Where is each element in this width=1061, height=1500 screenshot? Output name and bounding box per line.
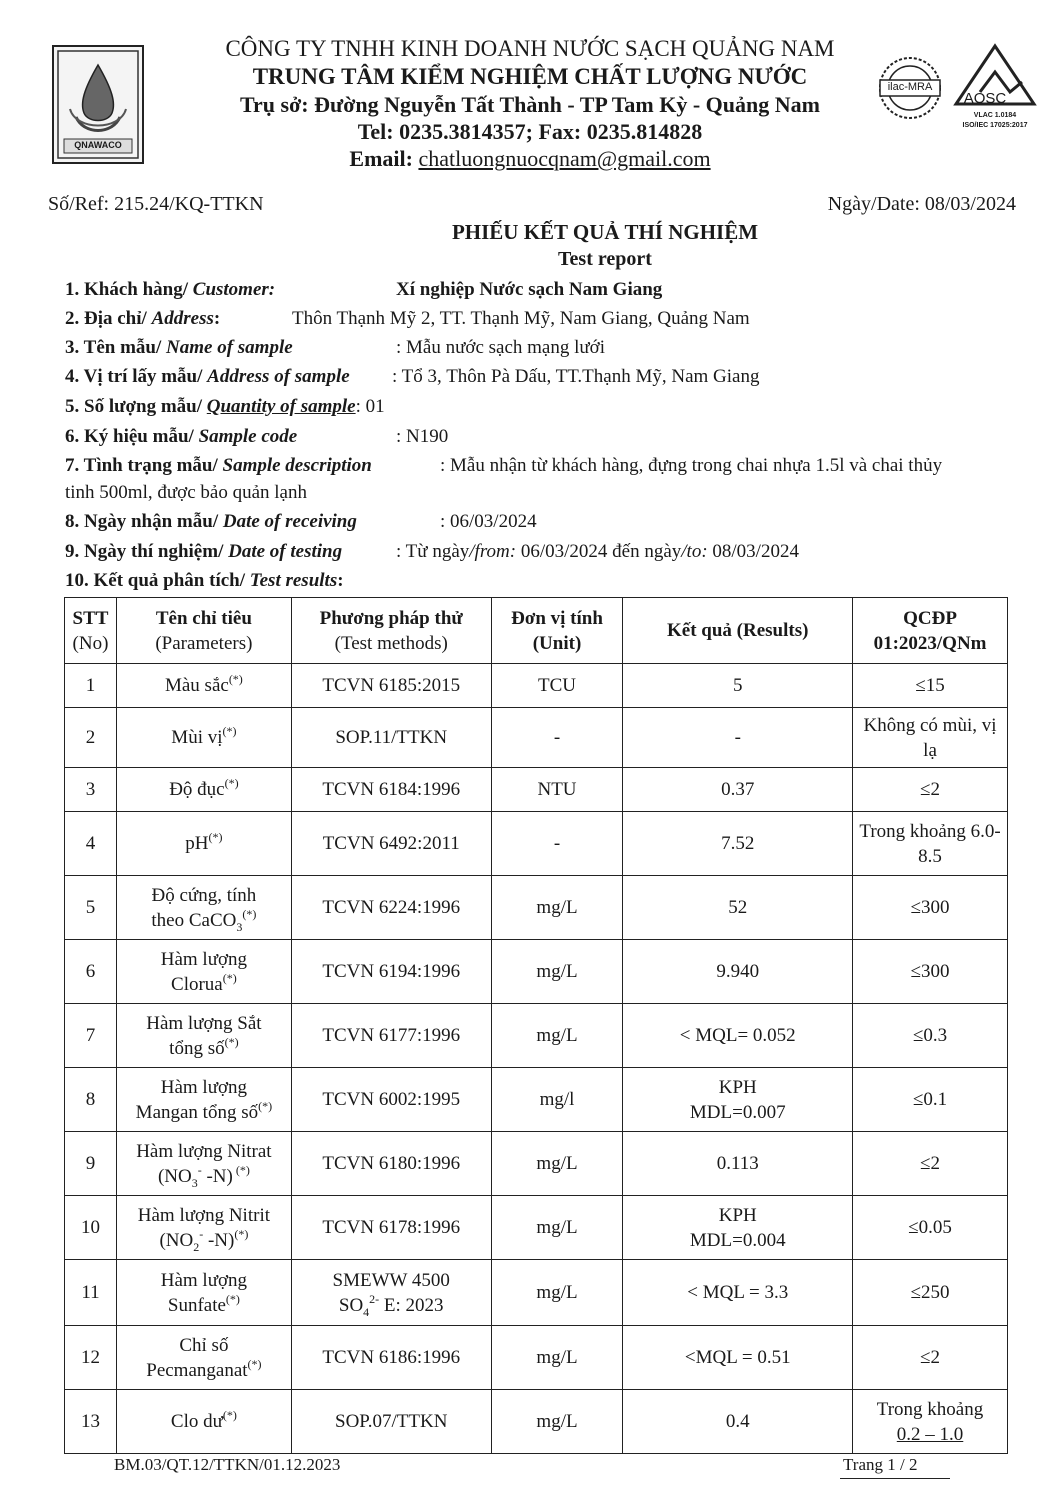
sample-name-value: : Mẫu nước sạch mạng lưới [396, 337, 606, 358]
col-header-method: Phương pháp thử (Test methods) [291, 598, 491, 664]
col-header-standard: QCĐP 01:2023/QNm [853, 598, 1008, 664]
form-code: BM.03/QT.12/TTKN/01.12.2023 [114, 1455, 341, 1474]
sample-code-value: : N190 [396, 426, 449, 447]
company-phone: Tel: 0235.3814357; Fax: 0235.814828 [357, 119, 703, 144]
sample-description-value-1: : Mẫu nhận từ khách hàng, đựng trong chai nhựa 1.5l và chai thủy [440, 455, 943, 476]
customer-line [65, 279, 275, 301]
table-row: 6 Hàm lượng Clorua(*) TCVN 6194:1996 mg/L 9.940 ≤300 [65, 940, 1008, 1004]
table-row: 11 Hàm lượng Sunfate(*) SMEWW 4500 $SO_4^{2-}$ E: 2023 mg/L < MQL = 3.3 ≤250 [65, 1260, 1008, 1326]
aosc-label: AOSC [963, 90, 1007, 107]
ilac-mra-logo [876, 52, 944, 128]
table-row: 4 pH(*) TCVN 6492:2011 - 7.52 Trong khoảng 6.0-8.5 [65, 812, 1008, 876]
col-header-result: Kết quả (Results) [623, 598, 853, 664]
sample-quantity-label: 5. Số lượng mẫu/ Quantity of sample [65, 396, 356, 417]
sample-location-label: 4. Vị trí lấy mẫu/ Address of sample [65, 366, 350, 387]
address-line [65, 308, 220, 330]
page-number: Trang 1 / 2 [843, 1455, 918, 1474]
table-row: 13 Clo dư(*) SOP.07/TTKN mg/L 0.4 Trong khoảng 0.2 – 1.0 [65, 1390, 1008, 1454]
sample-name-label: 3. Tên mẫu/ Name of sample [65, 337, 293, 358]
customer-label: 1. Khách hàng/ Customer: [65, 279, 276, 300]
company-logo [52, 45, 144, 164]
sample-name-line [65, 337, 293, 359]
sample-code-line [65, 426, 297, 448]
testing-date-label: 9. Ngày thí nghiệm/ Date of testing [65, 541, 343, 562]
table-row: 1 Màu sắc(*) TCVN 6185:2015 TCU 5 ≤15 [65, 664, 1008, 708]
company-name: CÔNG TY TNHH KINH DOANH NƯỚC SẠCH QUẢNG NAM [225, 36, 835, 61]
table-row: 10 Hàm lượng Nitrit ($NO_2^-$ -N)(*) TCVN 6178:1996 mg/L KPH MDL=0.004 ≤0.05 [65, 1196, 1008, 1260]
company-email-line [150, 146, 910, 172]
table-row: 9 Hàm lượng Nitrat ($NO_3^-$ -N) (*) TCVN 6180:1996 mg/L 0.113 ≤2 [65, 1132, 1008, 1196]
table-row: 5 Độ cứng, tính theo CaCO$_3$(*) TCVN 6224:1996 mg/L 52 ≤300 [65, 876, 1008, 940]
table-row: 3 Độ đục(*) TCVN 6184:1996 NTU 0.37 ≤2 [65, 768, 1008, 812]
report-title: PHIẾU KẾT QUẢ THÍ NGHIỆM [451, 220, 759, 244]
col-header-parameter: Tên chỉ tiêu (Parameters) [116, 598, 291, 664]
table-header-row [65, 598, 1008, 664]
aosc-logo [950, 42, 1040, 138]
aosc-vlac: VLAC 1.0184 [973, 112, 1017, 119]
table-row: 12 Chỉ số Pecmanganat(*) TCVN 6186:1996 mg/L <MQL = 0.51 ≤2 [65, 1326, 1008, 1390]
sample-description-value-2: tinh 500ml, được bảo quản lạnh [65, 482, 307, 503]
address-value: Thôn Thạnh Mỹ 2, TT. Thạnh Mỹ, Nam Giang, Quảng Nam [292, 308, 750, 329]
table-row: 8 Hàm lượng Mangan tổng số(*) TCVN 6002:1995 mg/l KPH MDL=0.007 ≤0.1 [65, 1068, 1008, 1132]
email-link[interactable]: chatluongnuocqnam@gmail.com [418, 146, 711, 171]
col-header-unit: Đơn vị tính (Unit) [491, 598, 623, 664]
table-row: 7 Hàm lượng Sắt tổng số(*) TCVN 6177:1996 mg/L < MQL= 0.052 ≤0.3 [65, 1004, 1008, 1068]
receiving-date-value: : 06/03/2024 [440, 511, 537, 532]
logo-label: QNAWACO [74, 140, 122, 150]
aosc-iso: ISO/IEC 17025:2017 [962, 122, 1028, 129]
email-label: Email: [349, 146, 419, 171]
col-header-no: STT (No) [65, 598, 117, 664]
table-row: 2 Mùi vị(*) SOP.11/TTKN - - Không có mùi, vị lạ [65, 708, 1008, 768]
test-results-heading: 10. Kết quả phân tích/ Test results: [65, 570, 344, 591]
center-name: TRUNG TÂM KIỂM NGHIỆM CHẤT LƯỢNG NƯỚC [252, 64, 808, 89]
sample-quantity-line [65, 396, 385, 418]
customer-value: Xí nghiệp Nước sạch Nam Giang [396, 279, 663, 300]
sample-location-line [65, 366, 350, 388]
ilac-label: ilac-MRA [887, 81, 933, 93]
sample-description-line [65, 455, 372, 477]
receiving-date-line [65, 511, 357, 533]
footer-divider [840, 1478, 950, 1479]
receiving-date-label: 8. Ngày nhận mẫu/ Date of receiving [65, 511, 357, 532]
address-label: 2. Địa chỉ/ Address: [65, 308, 221, 329]
sample-location-value: : Tổ 3, Thôn Pà Dấu, TT.Thạnh Mỹ, Nam Giang [392, 366, 760, 387]
sample-code-label: 6. Ký hiệu mẫu/ Sample code [65, 426, 298, 447]
report-subtitle: Test report [558, 248, 652, 270]
report-date: Ngày/Date: 08/03/2024 [827, 193, 1016, 215]
reference-number: Số/Ref: 215.24/KQ-TTKN [48, 193, 264, 215]
testing-date-line [65, 541, 342, 563]
testing-date-value: : Từ ngày/from: 06/03/2024 đến ngày/to: 08/03/2024 [396, 541, 799, 562]
company-address: Trụ sở: Đường Nguyễn Tất Thành - TP Tam Kỳ - Quảng Nam [240, 92, 820, 117]
sample-quantity-value: : 01 [355, 396, 385, 417]
results-table [64, 597, 1008, 1454]
sample-description-label: 7. Tình trạng mẫu/ Sample description [65, 455, 372, 476]
